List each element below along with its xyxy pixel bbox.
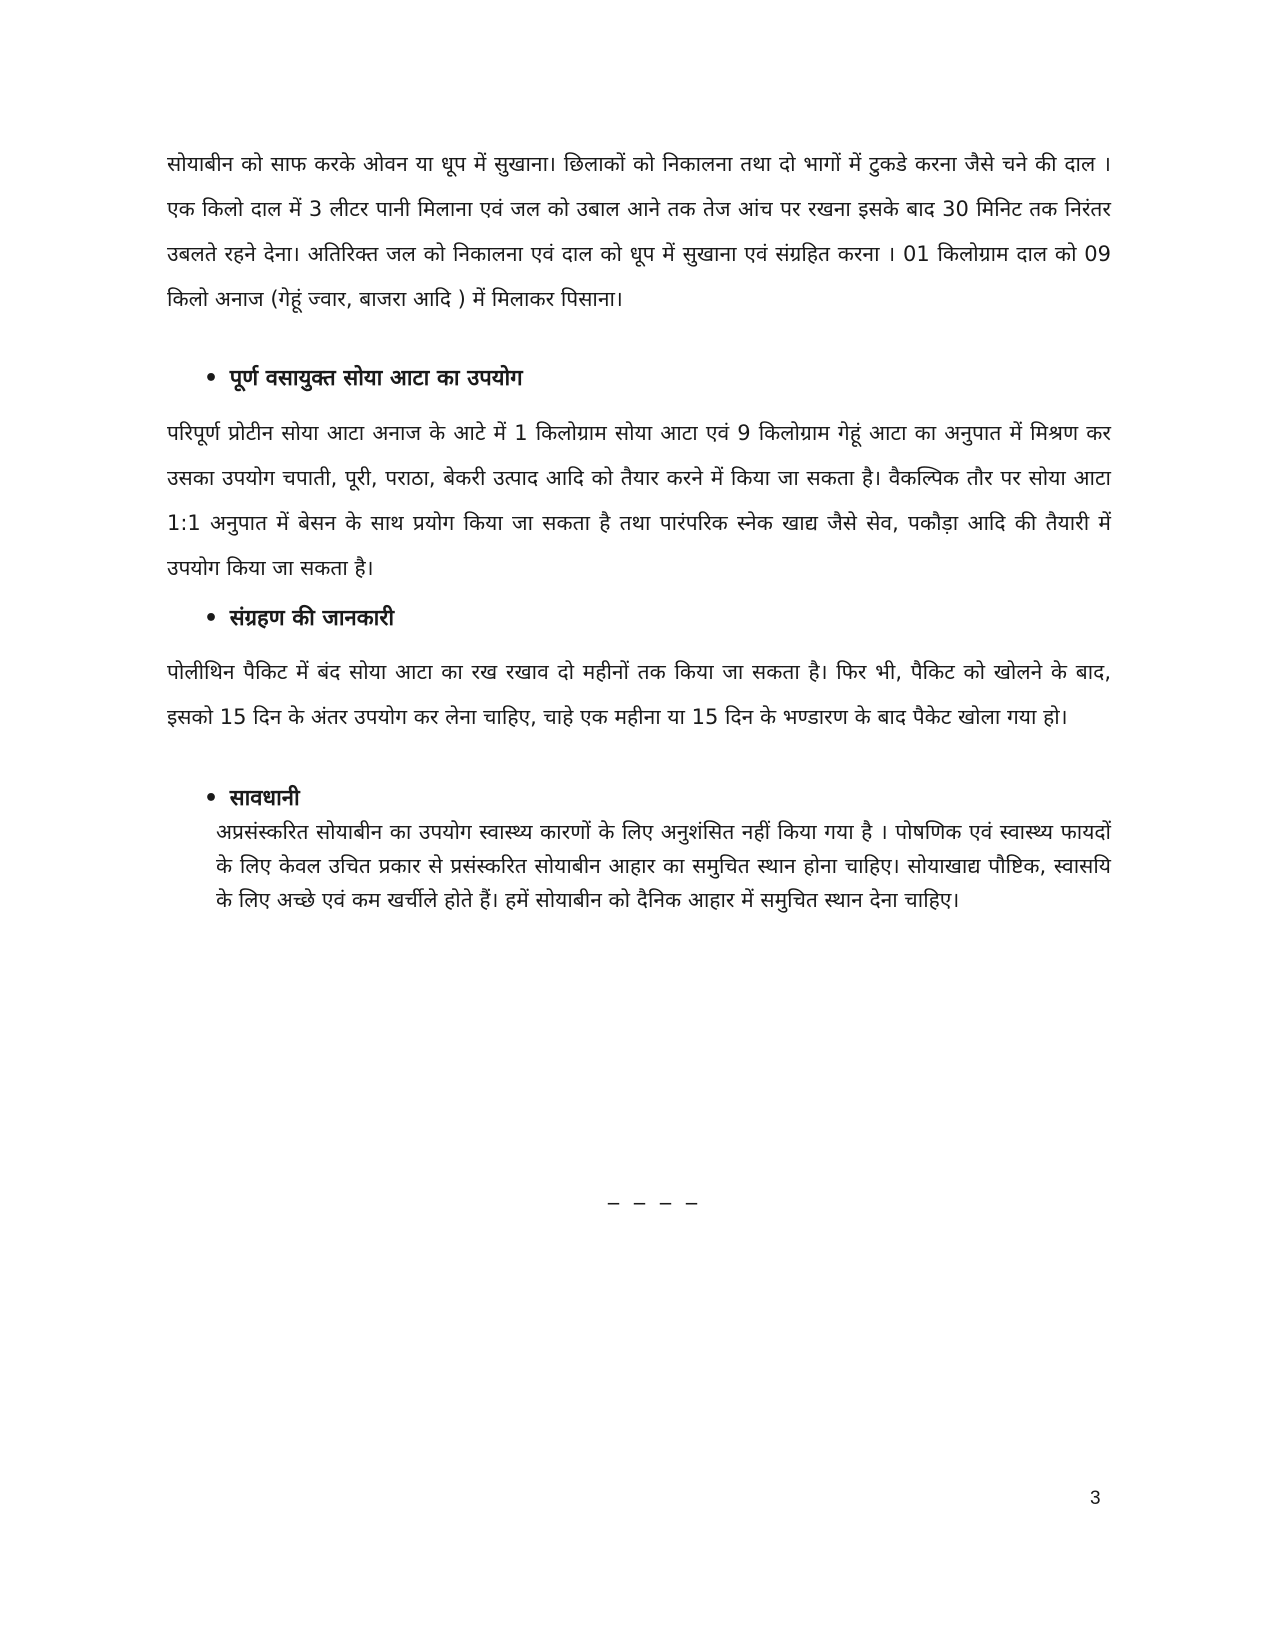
- bullet-icon: •: [204, 786, 219, 811]
- section-paragraph-full-fat-soy-flour: परिपूर्ण प्रोटीन सोया आटा अनाज के आटे में 1 किलोग्राम सोया आटा एवं 9 किलोग्राम गेहूं आटा का अनुपात में मिश्रण कर उसका उपयोग चपाती, पूरी, पराठा, बेकरी उत्पाद आदि को तैयार करने में किया जा सकता है। वैकल्पिक तौर पर सोया आटा 1:1 अनुपात में बेसन के साथ प्रयोग किया जा सकता है तथा पारंपरिक स्नेक खाद्य जैसे सेव, पकौड़ा आदि की तैयारी में उपयोग किया जा सकता है।: [167, 421, 1111, 580]
- section-paragraph-caution: अप्रसंस्करित सोयाबीन का उपयोग स्वास्थ्य कारणों के लिए अनुशंसित नहीं किया गया है । पोषणिक एवं स्वास्थ्य फायदों के लिए केवल उचित प्रकार से प्रसंस्करित सोयाबीन आहार का समुचित स्थान होना चाहिए। सोयाखाद्य पौष्टिक, स्वासयि के लिए अच्छे एवं कम खर्चीले होते हैं। हमें सोयाबीन को दैनिक आहार में समुचित स्थान देना चाहिए।: [216, 820, 1111, 912]
- section-heading-text: सावधानी: [229, 786, 300, 811]
- end-separator: _ _ _ _: [608, 1180, 701, 1205]
- section-heading-full-fat-soy-flour: [204, 364, 523, 394]
- intro-paragraph: सोयाबीन को साफ करके ओवन या धूप में सुखाना। छिलाकों को निकालना तथा दो भागों में टुकडे करना जैसे चने की दाल । एक किलो दाल में 3 लीटर पानी मिलाना एवं जल को उबाल आने तक तेज आंच पर रखना इसके बाद 30 मिनिट तक निरंतर उबलते रहने देना। अतिरिक्त जल को निकालना एवं दाल को धूप में सुखाना एवं संग्रहित करना । 01 किलोग्राम दाल को 09 किलो अनाज (गेहूं ज्वार, बाजरा आदि ) में मिलाकर पिसाना।: [167, 152, 1111, 311]
- section-heading-text: पूर्ण वसायुक्त सोया आटा का उपयोग: [229, 366, 523, 391]
- bullet-icon: •: [204, 606, 219, 631]
- bullet-icon: •: [204, 366, 219, 391]
- page-number: 3: [1090, 1488, 1101, 1509]
- section-heading-caution: [204, 784, 300, 814]
- section-heading-text: संग्रहण की जानकारी: [229, 606, 395, 631]
- section-paragraph-storage: पोलीथिन पैकिट में बंद सोया आटा का रख रखाव दो महीनों तक किया जा सकता है। फिर भी, पैकिट को खोलने के बाद, इसको 15 दिन के अंतर उपयोग कर लेना चाहिए, चाहे एक महीना या 15 दिन के भण्डारण के बाद पैकेट खोला गया हो।: [167, 660, 1111, 729]
- section-heading-storage: [204, 604, 394, 634]
